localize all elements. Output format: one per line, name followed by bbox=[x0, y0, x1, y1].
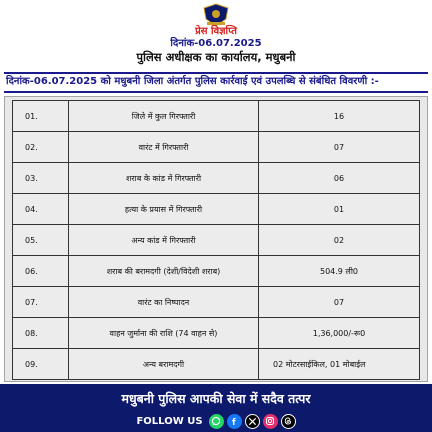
row-number: 02. bbox=[13, 132, 69, 163]
row-description: वारंट का निष्पादन bbox=[69, 287, 259, 318]
row-number: 08. bbox=[13, 318, 69, 349]
top-divider bbox=[4, 72, 428, 74]
row-number: 03. bbox=[13, 163, 69, 194]
row-value: 02 bbox=[259, 225, 420, 256]
table-row bbox=[13, 349, 420, 380]
row-number: 07. bbox=[13, 287, 69, 318]
row-description: शराब के कांड में गिरफ्तारी bbox=[69, 163, 259, 194]
report-table-container bbox=[4, 96, 428, 382]
row-value: 02 मोटरसाईकिल, 01 मोबाईल bbox=[259, 349, 420, 380]
row-description: अन्य कांड में गिरफ्तारी bbox=[69, 225, 259, 256]
row-value: 16 bbox=[259, 101, 420, 132]
office-name: पुलिस अधीक्षक का कार्यालय, मधुबनी bbox=[136, 50, 296, 64]
follow-us-label: FOLLOW US bbox=[136, 415, 203, 427]
row-number: 01. bbox=[13, 101, 69, 132]
table-row bbox=[13, 101, 420, 132]
row-number: 06. bbox=[13, 256, 69, 287]
header-date: दिनांक-06.07.2025 bbox=[170, 38, 262, 49]
row-value: 1,36,000/-रू0 bbox=[259, 318, 420, 349]
threads-icon[interactable] bbox=[281, 414, 296, 429]
row-description: शराब की बरामदगी (देशी/विदेशी शराब) bbox=[69, 256, 259, 287]
row-description: जिले में कुल गिरफ्तारी bbox=[69, 101, 259, 132]
row-value: 07 bbox=[259, 132, 420, 163]
row-number: 04. bbox=[13, 194, 69, 225]
bihar-police-logo-icon bbox=[201, 3, 231, 27]
row-description: वारंट में गिरफ्तारी bbox=[69, 132, 259, 163]
row-description: हत्या के प्रयास में गिरफ्तारी bbox=[69, 194, 259, 225]
x-icon[interactable] bbox=[245, 414, 260, 429]
row-number: 09. bbox=[13, 349, 69, 380]
report-subheading: दिनांक-06.07.2025 को मधुबनी जिला अंतर्गत पुलिस कार्रवाई एवं उपलब्धि से संबंधित विवरणी :- bbox=[6, 76, 379, 87]
table-row bbox=[13, 132, 420, 163]
table-row bbox=[13, 256, 420, 287]
report-table bbox=[12, 100, 420, 380]
press-release-title: प्रेस विज्ञप्ति bbox=[195, 26, 237, 37]
table-row bbox=[13, 194, 420, 225]
footer-slogan: मधुबनी पुलिस आपकी सेवा में सदैव तत्पर bbox=[121, 391, 311, 406]
table-row bbox=[13, 225, 420, 256]
table-row bbox=[13, 318, 420, 349]
row-value: 01 bbox=[259, 194, 420, 225]
header bbox=[0, 26, 432, 64]
table-row bbox=[13, 287, 420, 318]
row-value: 504.9 ली0 bbox=[259, 256, 420, 287]
row-value: 07 bbox=[259, 287, 420, 318]
row-number: 05. bbox=[13, 225, 69, 256]
row-description: अन्य बरामदगी bbox=[69, 349, 259, 380]
facebook-icon[interactable] bbox=[227, 414, 242, 429]
whatsapp-icon[interactable] bbox=[209, 414, 224, 429]
subheading-divider bbox=[4, 91, 428, 93]
follow-us-row bbox=[0, 411, 432, 431]
row-description: वाहन जुर्माना की राशि (74 वाहन से) bbox=[69, 318, 259, 349]
instagram-icon[interactable] bbox=[263, 414, 278, 429]
row-value: 06 bbox=[259, 163, 420, 194]
table-row bbox=[13, 163, 420, 194]
